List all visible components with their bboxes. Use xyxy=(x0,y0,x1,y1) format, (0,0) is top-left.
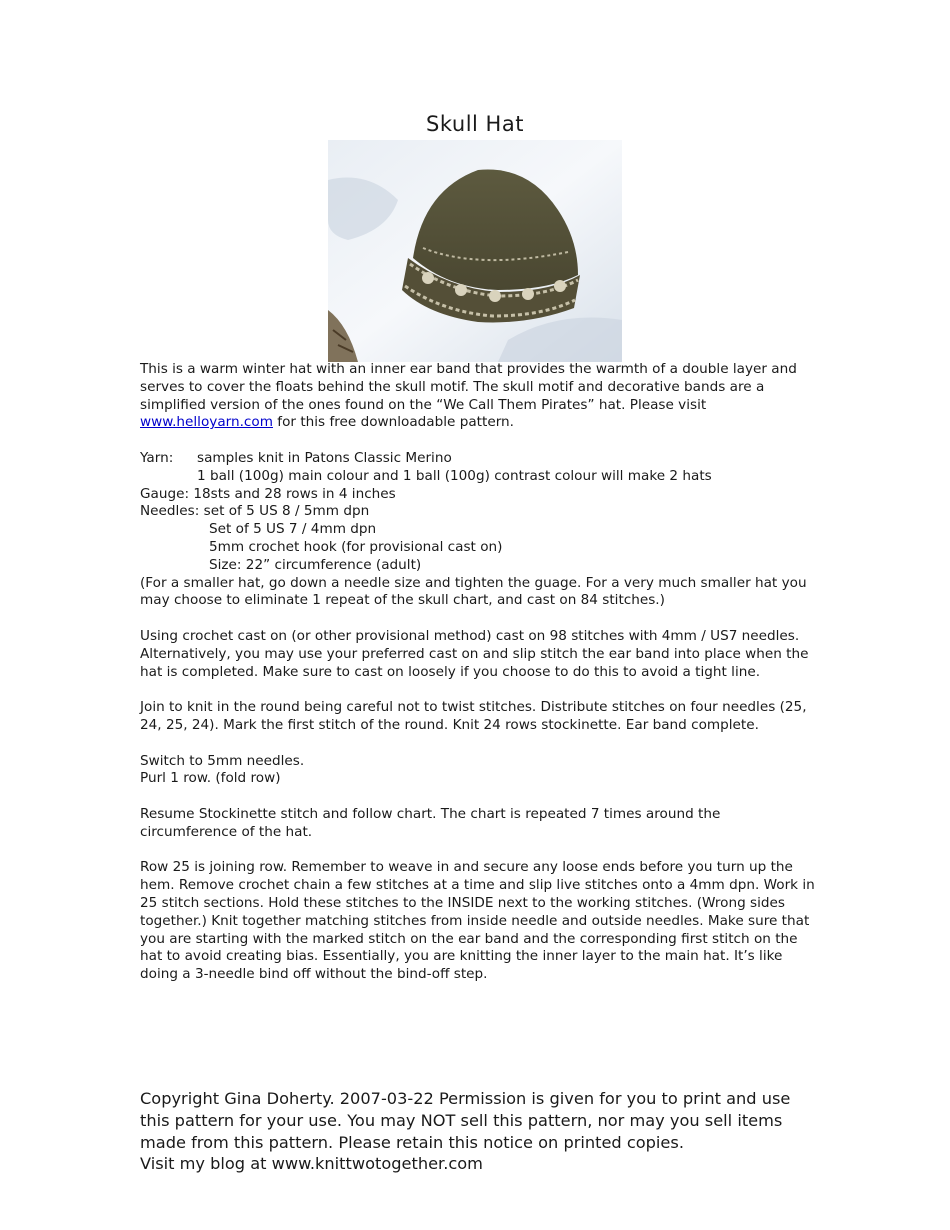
joining-row-paragraph: Row 25 is joining row. Remember to weave in and secure any loose ends before you turn up the hem. Remove crochet chain a few stitches at a time and slip live stitches onto a 4mm dpn. Work in 25 stitch sections. Hold these stitches to the INSIDE next to the working stitches. (Wrong sides together.) Knit together matching stitches from inside needle and outside needles. Make sure that you are starting with the marked stitch on the ear band and the corresponding first stitch on the hat to avoid creating bias. Essentially, you are knitting the inner layer to the main hat. It’s like doing a 3-needle bind off without the bind-off step. xyxy=(140,859,815,983)
yarn-quantity: 1 ball (100g) main colour and 1 ball (100g) contrast colour will make 2 hats xyxy=(197,467,712,484)
hat-photo xyxy=(328,140,622,362)
join-paragraph: Join to knit in the round being careful not to twist stitches. Distribute stitches on four needles (25, 24, 25, 24). Mark the first stitch of the round. Knit 24 rows stockinette. Ear band complete. xyxy=(140,699,807,733)
purl-line: Purl 1 row. (fold row) xyxy=(140,770,281,787)
smaller-hat-note: (For a smaller hat, go down a needle size and tighten the guage. For a very much smaller hat you may choose to eliminate 1 repeat of the skull chart, and cast on 84 stitches.) xyxy=(140,574,807,609)
copyright-footer xyxy=(140,1088,820,1175)
helloyarn-link[interactable]: www.helloyarn.com xyxy=(140,414,273,431)
needles-line: Needles: set of 5 US 8 / 5mm dpn xyxy=(140,503,370,520)
cast-on-paragraph: Using crochet cast on (or other provisional method) cast on 98 stitches with 4mm / US7 needles. Alternatively, you may use your preferred cast on and slip stitch the ear band into place when the hat is completed. Make sure to cast on loosely if you choose to do this to avoid a tight line. xyxy=(140,627,809,680)
chart-paragraph: Resume Stockinette stitch and follow chart. The chart is repeated 7 times around the circumference of the hat. xyxy=(140,805,721,840)
blog-text: Visit my blog at www.knittwotogether.com xyxy=(140,1154,483,1174)
pattern-body xyxy=(140,361,820,984)
yarn-value: samples knit in Patons Classic Merino xyxy=(197,449,452,466)
yarn-label: Yarn: xyxy=(140,449,174,466)
needles-line-3: 5mm crochet hook (for provisional cast on) xyxy=(209,538,503,555)
yarn-line xyxy=(140,450,820,468)
size-line: Size: 22” circumference (adult) xyxy=(209,556,422,573)
gauge-line: Gauge: 18sts and 28 rows in 4 inches xyxy=(140,485,396,502)
copyright-text: Copyright Gina Doherty. 2007-03-22 Permission is given for you to print and use this pattern for your use. You may NOT sell this pattern, nor may you sell items made from this pattern. Please retain this notice on printed copies. xyxy=(140,1089,791,1152)
needles-line-2: Set of 5 US 7 / 4mm dpn xyxy=(209,521,377,538)
intro-text-end: for this free downloadable pattern. xyxy=(272,414,514,431)
switch-line: Switch to 5mm needles. xyxy=(140,752,305,769)
intro-text: This is a warm winter hat with an inner ear band that provides the warmth of a double layer and serves to cover the floats behind the skull motif. The skull motif and decorative bands are a simplified version of the ones found on the “We Call Them Pirates” hat. Please visit xyxy=(140,361,797,413)
intro-paragraph xyxy=(140,361,820,432)
page-title: Skull Hat xyxy=(426,112,524,136)
